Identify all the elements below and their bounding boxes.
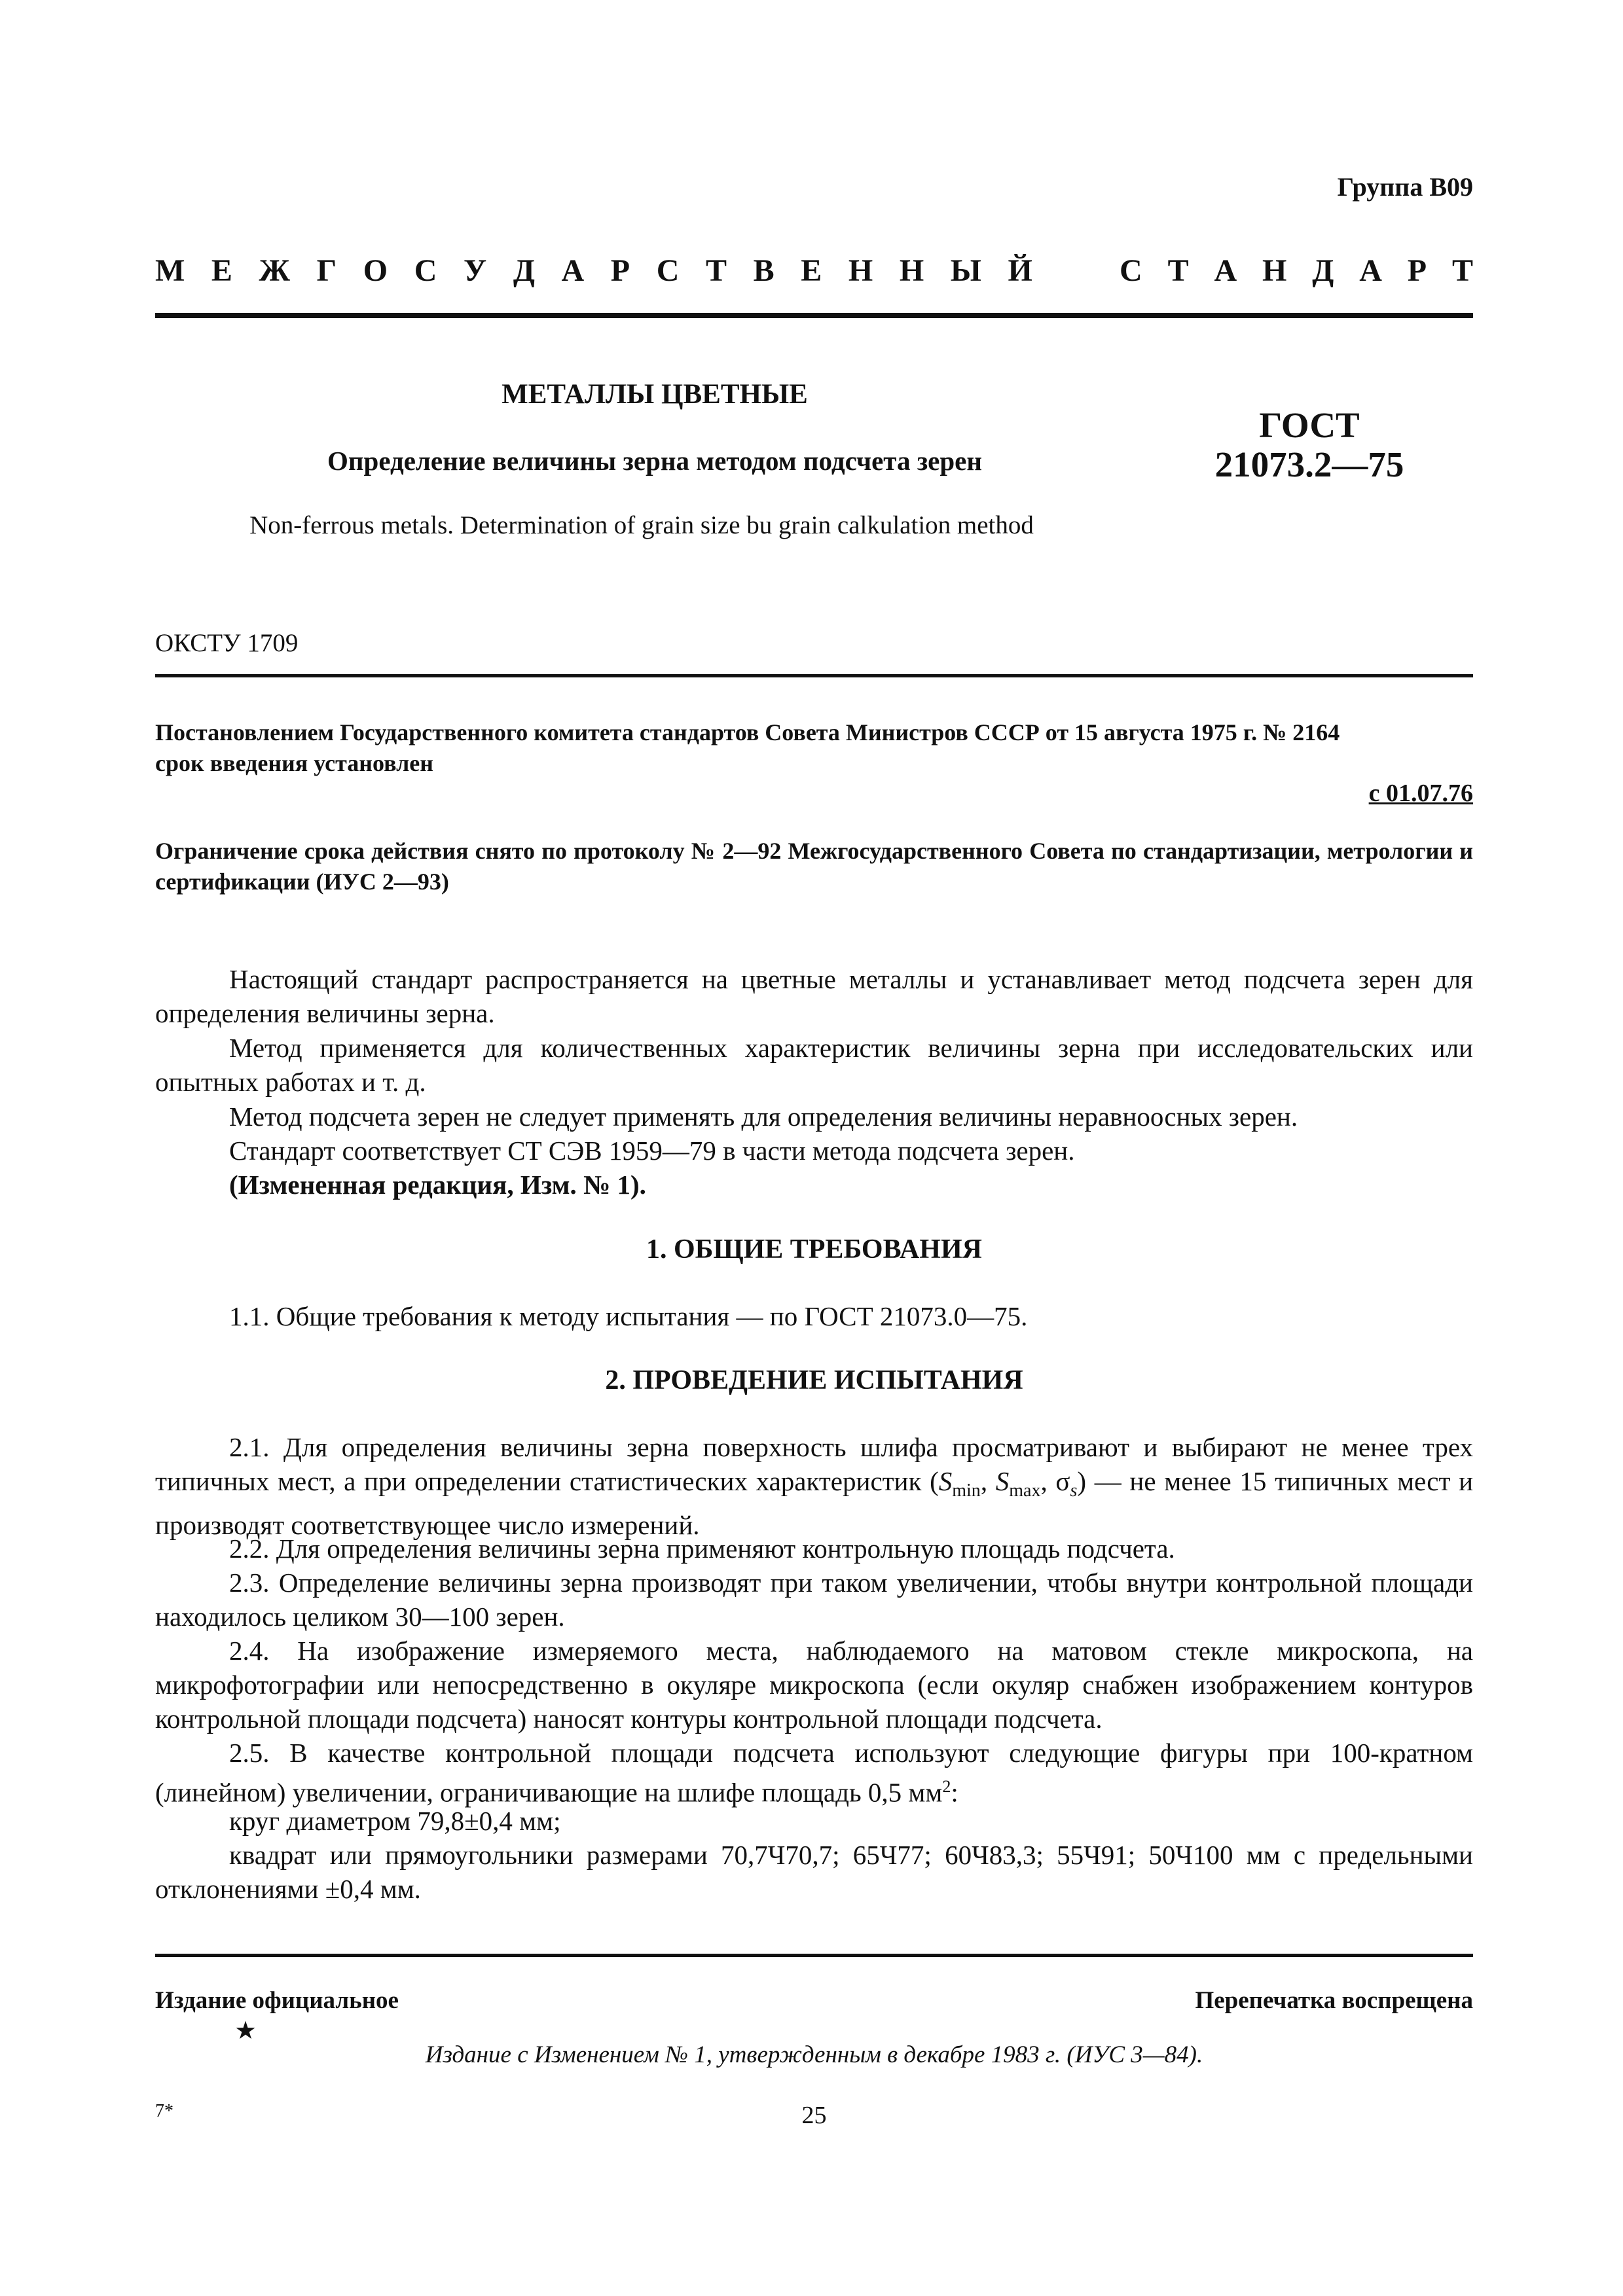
official-edition-label: Издание официальное xyxy=(155,1987,399,2014)
s-max-symbol: S xyxy=(995,1466,1010,1496)
sigma-subscript: s xyxy=(1070,1480,1078,1501)
amendment-note: (Измененная редакция, Изм. № 1). xyxy=(229,1170,646,1200)
banner-letter: Е xyxy=(211,253,232,288)
edition-note: Издание с Изменением № 1, утвержденным в декабре 1983 г. (ИУС 3—84). xyxy=(425,2041,1203,2068)
banner-letter: Р xyxy=(610,253,630,288)
clause-2-2: 2.2. Для определения величины зерна применяют контрольную площадь подсчета. xyxy=(229,1534,1175,1564)
banner-letter: Г xyxy=(316,253,337,288)
clause-2-5-text-b: : xyxy=(951,1777,958,1808)
intro-paragraph-1: Настоящий стандарт распространяется на цветные металлы и устанавливает метод подсчета зерен для определения величины зерна. xyxy=(155,964,1473,1028)
clause-2-1-text-b: ) — не менее 15 типичных мест и производят соответствующее число измерений. xyxy=(155,1466,1474,1541)
okstu-rule xyxy=(155,674,1473,677)
gost-designation xyxy=(1165,406,1453,484)
clause-2-1-text-a: 2.1. Для определения величины зерна поверхность шлифа просматривают и выбирают не менее трех типичных мест, а при определении статистических характеристик ( xyxy=(155,1432,1473,1496)
banner-letter: В xyxy=(753,253,775,288)
square-spec: квадрат или прямоугольники размерами 70,7Ч70,7; 65Ч77; 60Ч83,3; 55Ч91; 50Ч100 мм с предельными отклонениями ±0,4 мм. xyxy=(155,1840,1473,1904)
max-subscript: max xyxy=(1009,1480,1041,1501)
star-icon: ★ xyxy=(234,2017,257,2045)
section-1-heading: 1. ОБЩИЕ ТРЕБОВАНИЯ xyxy=(646,1234,982,1265)
banner-letter: У xyxy=(464,253,487,288)
banner-letter: О xyxy=(363,253,388,288)
clause-2-3: 2.3. Определение величины зерна производят при таком увеличении, чтобы внутри контрольной площади находилось целиком 30—100 зерен. xyxy=(155,1568,1473,1632)
validity-limit-note: Ограничение срока действия снято по протоколу № 2—92 Межгосударственного Совета по стандартизации, метрологии и сертификации (ИУС 2—93) xyxy=(155,838,1473,895)
banner-letter: Р xyxy=(1407,253,1427,288)
sheet-mark: 7* xyxy=(155,2101,173,2121)
footer-rule xyxy=(155,1954,1473,1957)
document-title: МЕТАЛЛЫ ЦВЕТНЫЕ xyxy=(501,379,808,410)
intro-paragraph-3: Метод подсчета зерен не следует применять для определения величины неравноосных зерен. xyxy=(229,1102,1298,1132)
banner-letter: Н xyxy=(1262,253,1287,288)
introduction-date: с 01.07.76 xyxy=(1368,780,1473,807)
reprint-prohibited-label: Перепечатка воспрещена xyxy=(1195,1987,1473,2014)
interstate-word xyxy=(155,253,1032,289)
comma: , xyxy=(1040,1466,1056,1496)
standard-banner xyxy=(155,251,1473,290)
min-subscript: min xyxy=(952,1480,981,1501)
banner-letter: Т xyxy=(706,253,727,288)
circle-spec: круг диаметром 79,8±0,4 мм; xyxy=(229,1806,561,1836)
banner-letter: С xyxy=(656,253,680,288)
standard-word xyxy=(1120,253,1473,289)
banner-letter: Т xyxy=(1451,253,1473,288)
banner-letter: А xyxy=(1214,253,1237,288)
banner-letter: Т xyxy=(1167,253,1189,288)
decree-block xyxy=(155,717,1473,779)
banner-letter: М xyxy=(155,253,185,288)
gost-label: ГОСТ xyxy=(1259,405,1360,445)
clause-2-1 xyxy=(155,1430,1473,1542)
banner-letter: А xyxy=(561,253,585,288)
banner-letter: Н xyxy=(848,253,873,288)
square-superscript: 2 xyxy=(942,1777,951,1796)
english-title: Non-ferrous metals. Determination of grain size bu grain calkulation method xyxy=(249,511,1034,539)
gost-number: 21073.2—75 xyxy=(1214,444,1404,484)
section-2-heading: 2. ПРОВЕДЕНИЕ ИСПЫТАНИЯ xyxy=(605,1365,1023,1395)
sigma-symbol: σ xyxy=(1055,1466,1070,1496)
clause-2-4: 2.4. На изображение измеряемого места, наблюдаемого на матовом стекле микроскопа, на микрофотографии или непосредственно в окуляре микроскопа (если окуляр снабжен изображением контуров контрольной площади подсчета) наносят контуры контрольной площади подсчета. xyxy=(155,1636,1473,1734)
banner-letter: Ж xyxy=(259,253,291,288)
s-min-symbol: S xyxy=(938,1466,953,1496)
banner-letter: С xyxy=(1120,253,1142,288)
banner-letter: Д xyxy=(1312,253,1334,288)
banner-letter: Н xyxy=(899,253,924,288)
banner-letter: А xyxy=(1359,253,1382,288)
banner-letter: Д xyxy=(513,253,535,288)
clause-2-5-text-a: 2.5. В качестве контрольной площади подсчета используют следующие фигуры при 100-кратном (линейном) увеличении, ограничивающие на шлифе площадь 0,5 мм xyxy=(155,1738,1473,1808)
decree-line-2: срок введения установлен xyxy=(155,750,434,776)
page-number: 25 xyxy=(801,2102,827,2129)
clause-2-5 xyxy=(155,1736,1473,1810)
banner-letter: Й xyxy=(1008,253,1032,288)
decree-line-1: Постановлением Государственного комитета стандартов Совета Министров СССР от 15 августа 1975 г. № 2164 xyxy=(155,719,1340,745)
document-subtitle: Определение величины зерна методом подсчета зерен xyxy=(327,446,982,476)
group-code: Группа В09 xyxy=(1337,172,1473,202)
okstu-code: ОКСТУ 1709 xyxy=(155,629,299,657)
banner-letter: Ы xyxy=(950,253,981,288)
header-rule xyxy=(155,313,1473,318)
intro-paragraph-2: Метод применяется для количественных характеристик величины зерна при исследовательских или опытных работах и т. д. xyxy=(155,1033,1473,1097)
clause-1-1: 1.1. Общие требования к методу испытания — по ГОСТ 21073.0—75. xyxy=(229,1301,1028,1331)
comma: , xyxy=(980,1466,996,1496)
banner-letter: Е xyxy=(801,253,822,288)
banner-letter: С xyxy=(414,253,437,288)
intro-paragraph-4: Стандарт соответствует СТ СЭВ 1959—79 в части метода подсчета зерен. xyxy=(229,1136,1075,1166)
